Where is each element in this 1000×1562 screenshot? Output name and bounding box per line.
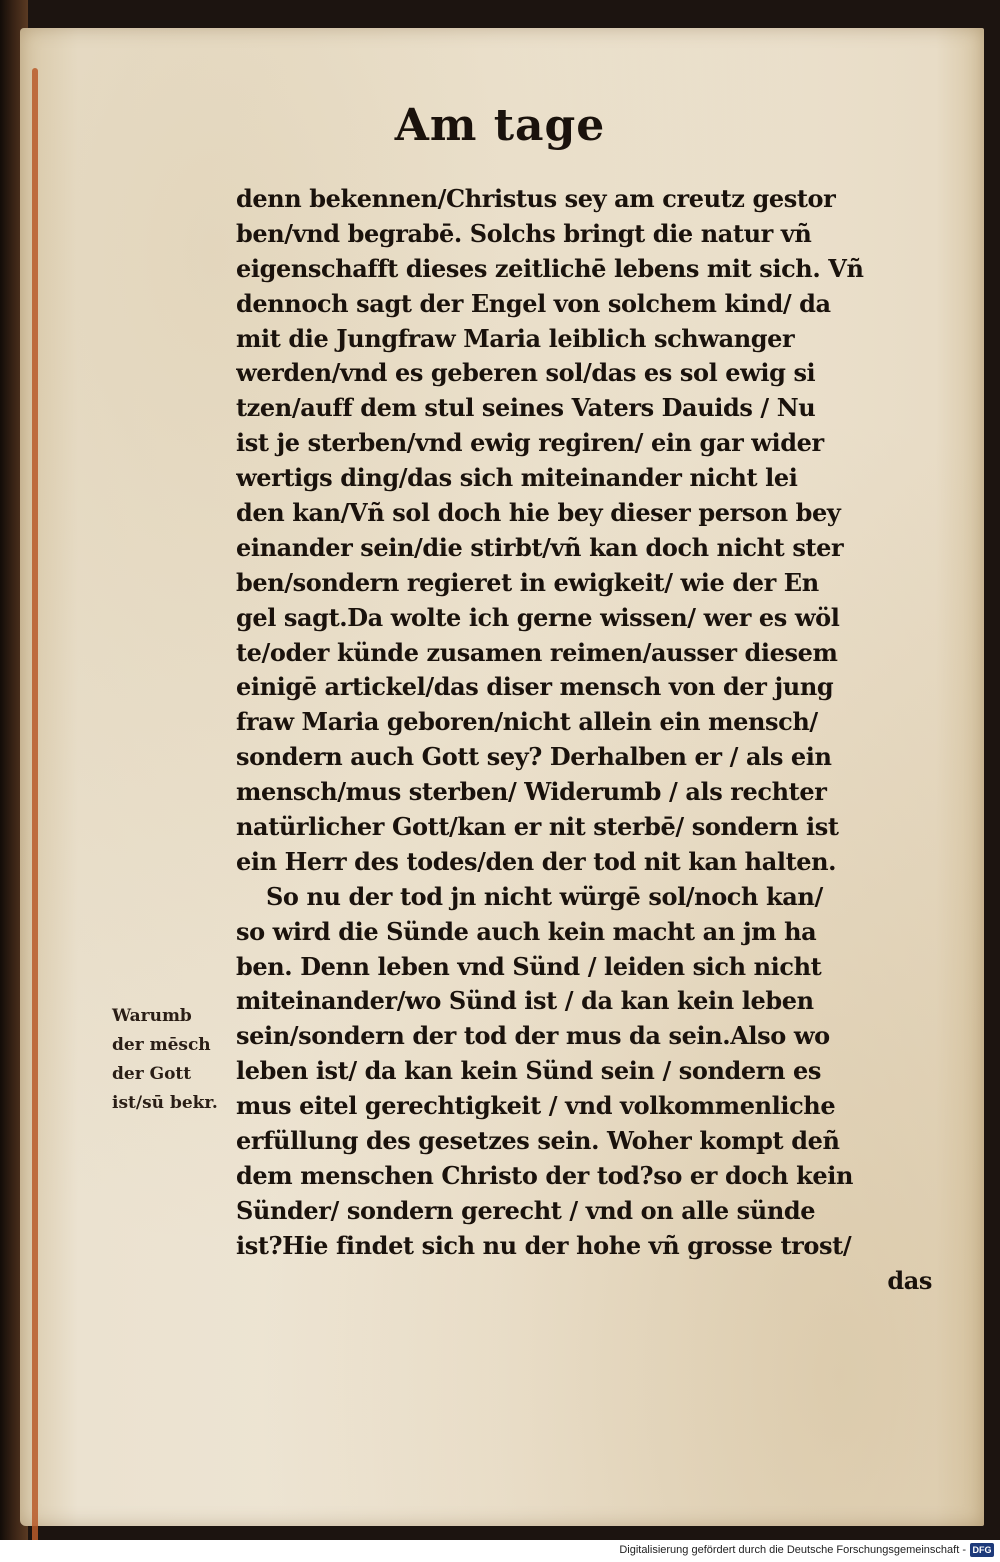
text-line: wertigs ding/das sich miteinander nicht lei xyxy=(236,463,798,493)
catchword: das xyxy=(887,1265,932,1295)
marginal-note-line: der Gott xyxy=(112,1064,192,1084)
text-line: So nu der tod jn nicht würgē sol/noch kan/ xyxy=(266,881,823,911)
marginal-note-line: ist/sū bekr. xyxy=(112,1093,218,1113)
text-line: einigē artickel/das diser mensch von der jung xyxy=(236,672,834,702)
text-line: ist?Hie findet sich nu der hohe vñ grosse trost/ xyxy=(236,1230,852,1260)
text-line: den kan/Vñ sol doch hie bey dieser person bey xyxy=(236,498,841,528)
text-line: ben. Denn leben vnd Sünd / leiden sich nicht xyxy=(236,951,822,981)
text-line: leben ist/ da kan kein Sünd sein / sondern es xyxy=(236,1056,822,1086)
text-line: dennoch sagt der Engel von solchem kind/ da xyxy=(236,288,831,318)
text-line: sein/sondern der tod der mus da sein.Also wo xyxy=(236,1021,830,1051)
marginal-note-line: Warumb xyxy=(112,1006,192,1026)
text-line: dem menschen Christo der tod?so er doch kein xyxy=(236,1160,854,1190)
text-line: sondern auch Gott sey? Derhalben er / als ein xyxy=(236,742,832,772)
text-line: werden/vnd es geberen sol/das es sol ewig si xyxy=(236,358,816,388)
funding-notice: Digitalisierung gefördert durch die Deutsche Forschungsgemeinschaft - xyxy=(619,1544,966,1556)
text-line: erfüllung des gesetzes sein. Woher kompt deñ xyxy=(236,1126,840,1156)
page-edge xyxy=(32,68,38,1548)
marginal-note xyxy=(112,1002,262,1118)
text-line: einander sein/die stirbt/vñ kan doch nicht ster xyxy=(236,532,844,562)
text-line: miteinander/wo Sünd ist / da kan kein leben xyxy=(236,986,814,1016)
text-block xyxy=(236,182,936,1299)
text-line: tzen/auff dem stul seines Vaters Dauids / Nu xyxy=(236,393,816,423)
running-head: Am tage xyxy=(394,100,606,151)
text-line: ben/sondern regieret in ewigkeit/ wie der En xyxy=(236,567,819,597)
text-line: fraw Maria geboren/nicht allein ein mensch/ xyxy=(236,707,818,737)
marginal-note-line: der mēsch xyxy=(112,1035,211,1055)
text-line: mensch/mus sterben/ Widerumb / als rechter xyxy=(236,777,827,807)
text-line: natürlicher Gott/kan er nit sterbē/ sondern ist xyxy=(236,812,839,842)
text-line: gel sagt.Da wolte ich gerne wissen/ wer es wöl xyxy=(236,602,840,632)
text-line: te/oder künde zusamen reimen/ausser diesem xyxy=(236,637,838,667)
text-line: eigenschafft dieses zeitlichē lebens mit sich. Vñ xyxy=(236,253,864,283)
text-line: Sünder/ sondern gerecht / vnd on alle sünde xyxy=(236,1195,816,1225)
dfg-logo: DFG xyxy=(970,1543,994,1557)
text-line: denn bekennen/Christus sey am creutz gestor xyxy=(236,184,836,213)
text-line: so wird die Sünde auch kein macht an jm ha xyxy=(236,916,817,946)
text-line: mus eitel gerechtigkeit / vnd volkommenliche xyxy=(236,1091,836,1121)
text-line: ein Herr des todes/den der tod nit kan halten. xyxy=(236,846,837,876)
text-line: ist je sterben/vnd ewig regiren/ ein gar wider xyxy=(236,428,824,458)
text-line: ben/vnd begrabē. Solchs bringt die natur vñ xyxy=(236,218,812,248)
text-line: mit die Jungfraw Maria leiblich schwanger xyxy=(236,323,795,353)
